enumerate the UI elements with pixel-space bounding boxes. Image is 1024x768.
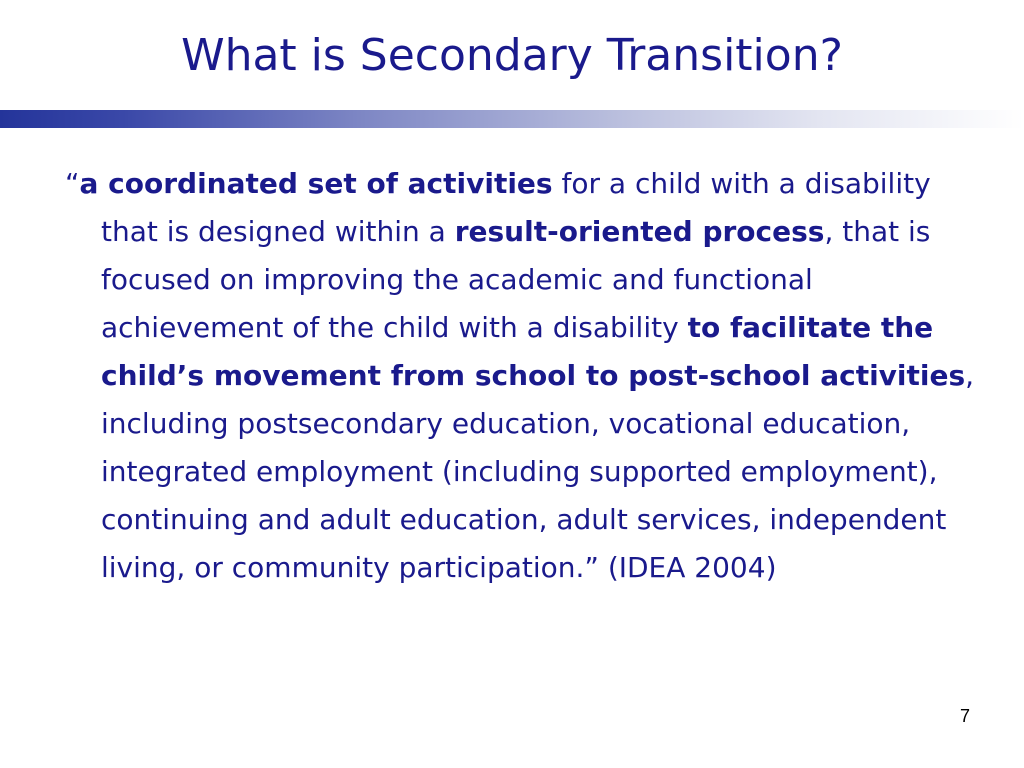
quote-text-2: , that is focused on improving the academic and functional achievement of the child with a disability: [101, 215, 931, 344]
emphasis-result-oriented-process: result-oriented process: [454, 215, 825, 248]
emphasis-coordinated-activities: a coordinated set of activities: [79, 167, 553, 200]
definition-quote: [65, 160, 981, 592]
quote-text-1: for a child with a disability that is designed within a: [101, 167, 931, 248]
quote-text-3: , including postsecondary education, vocational education, integrated employment (including supported employment), continuing and adult education, adult services, independent living, or community participation.” (IDEA 2004): [101, 359, 975, 584]
open-quote-mark: “: [65, 167, 80, 200]
title-divider: [0, 110, 1024, 128]
slide-title: What is Secondary Transition?: [181, 30, 843, 81]
emphasis-facilitate-movement: to facilitate the child’s movement from school to post-school activities: [101, 311, 966, 392]
page-number: 7: [959, 706, 970, 726]
